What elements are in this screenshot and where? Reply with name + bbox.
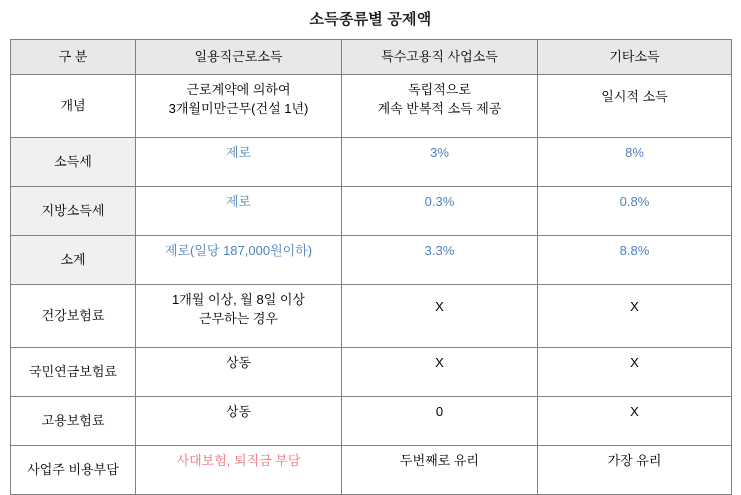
cell-line: 근로계약에 의하여: [186, 82, 291, 97]
table-cell: [538, 236, 732, 285]
table-cell: [538, 285, 732, 348]
cell-content: [538, 397, 731, 445]
table-cell: [538, 75, 732, 138]
table-cell: [136, 397, 342, 446]
cell-line: 제로(일당 187,000원이하): [164, 243, 313, 258]
cell-line: 근무하는 경우: [199, 310, 278, 326]
table-header-row: [11, 40, 732, 75]
cell-line: 0: [435, 404, 444, 419]
cell-content: [538, 236, 731, 284]
table-cell: [136, 187, 342, 236]
page-title: 소득종류별 공제액: [309, 11, 432, 28]
cell-content: [136, 446, 341, 494]
cell-line: 독립적으로: [408, 82, 471, 97]
row-header: 지방소득세: [11, 187, 136, 236]
cell-content: [136, 75, 341, 137]
cell-content: [342, 236, 537, 284]
table-row: [11, 187, 732, 236]
column-header-division: 구 분: [11, 40, 136, 75]
table-header: [11, 40, 732, 75]
cell-content: [342, 292, 537, 340]
table-cell: [136, 138, 342, 187]
row-header: 고용보험료: [11, 397, 136, 446]
cell-line: 3개월미만근무(건설 1년): [168, 100, 309, 116]
table-cell: [342, 138, 538, 187]
table-cell: [538, 446, 732, 495]
cell-content: [136, 397, 341, 445]
cell-line: 상동: [225, 404, 252, 419]
cell-line: 8.8%: [619, 243, 650, 258]
cell-content: [136, 348, 341, 396]
row-header: 사업주 비용부담: [11, 446, 136, 495]
cell-line: 일시적 소득: [601, 89, 668, 104]
column-header-other-income: 기타소득: [538, 40, 732, 75]
table-cell: [342, 285, 538, 348]
cell-line: X: [435, 299, 444, 314]
cell-line: 가장 유리: [607, 453, 662, 468]
cell-line: 8%: [625, 145, 644, 160]
table-cell: [136, 285, 342, 348]
cell-content: [136, 138, 341, 186]
row-header: 소득세: [11, 138, 136, 187]
cell-content: [538, 187, 731, 235]
table-cell: [342, 75, 538, 138]
cell-content: [342, 446, 537, 494]
cell-content: [342, 348, 537, 396]
table-row: [11, 397, 732, 446]
cell-line: 0.8%: [619, 194, 650, 209]
cell-content: [136, 236, 341, 284]
cell-line: X: [630, 299, 639, 314]
table-cell: [538, 348, 732, 397]
cell-content: [136, 187, 341, 235]
cell-line: 3%: [430, 145, 449, 160]
cell-content: [342, 138, 537, 186]
row-header: 국민연금보험료: [11, 348, 136, 397]
cell-content: [538, 138, 731, 186]
table-row: [11, 75, 732, 138]
table-container: [0, 39, 741, 495]
column-header-daily-worker-income: 일용직근로소득: [136, 40, 342, 75]
cell-line: 3.3%: [424, 243, 455, 258]
table-row: [11, 285, 732, 348]
cell-content: [342, 75, 537, 137]
row-header: 건강보험료: [11, 285, 136, 348]
table-cell: [342, 187, 538, 236]
cell-content: [342, 187, 537, 235]
table-cell: [136, 236, 342, 285]
cell-line: X: [435, 355, 444, 370]
cell-line: 계속 반복적 소득 제공: [377, 100, 502, 116]
cell-content: [538, 82, 731, 130]
table-cell: [136, 348, 342, 397]
table-cell: [538, 397, 732, 446]
table-cell: [342, 236, 538, 285]
cell-line: 제로: [225, 194, 252, 209]
table-cell: [342, 348, 538, 397]
cell-content: [538, 292, 731, 340]
table-row: [11, 446, 732, 495]
table-row: [11, 138, 732, 187]
row-header: 개념: [11, 75, 136, 138]
cell-line: 상동: [225, 355, 252, 370]
cell-line: X: [630, 404, 639, 419]
table-cell: [538, 187, 732, 236]
cell-content: [342, 397, 537, 445]
table-cell: [136, 75, 342, 138]
cell-content: [136, 285, 341, 347]
cell-line: 사대보험, 퇴직금 부담: [176, 453, 301, 468]
cell-content: [538, 446, 731, 494]
table-row: [11, 348, 732, 397]
table-cell: [342, 446, 538, 495]
table-row: [11, 236, 732, 285]
table-cell: [342, 397, 538, 446]
table-body: [11, 75, 732, 495]
cell-line: X: [630, 355, 639, 370]
table-cell: [136, 446, 342, 495]
cell-line: 제로: [225, 145, 252, 160]
table-cell: [538, 138, 732, 187]
cell-line: 0.3%: [424, 194, 455, 209]
cell-line: 두번째로 유리: [400, 453, 479, 468]
cell-line: 1개월 이상, 월 8일 이상: [172, 292, 305, 307]
column-header-special-employment-business-income: 특수고용직 사업소득: [342, 40, 538, 75]
cell-content: [538, 348, 731, 396]
income-deduction-table: [10, 39, 732, 495]
row-header: 소계: [11, 236, 136, 285]
